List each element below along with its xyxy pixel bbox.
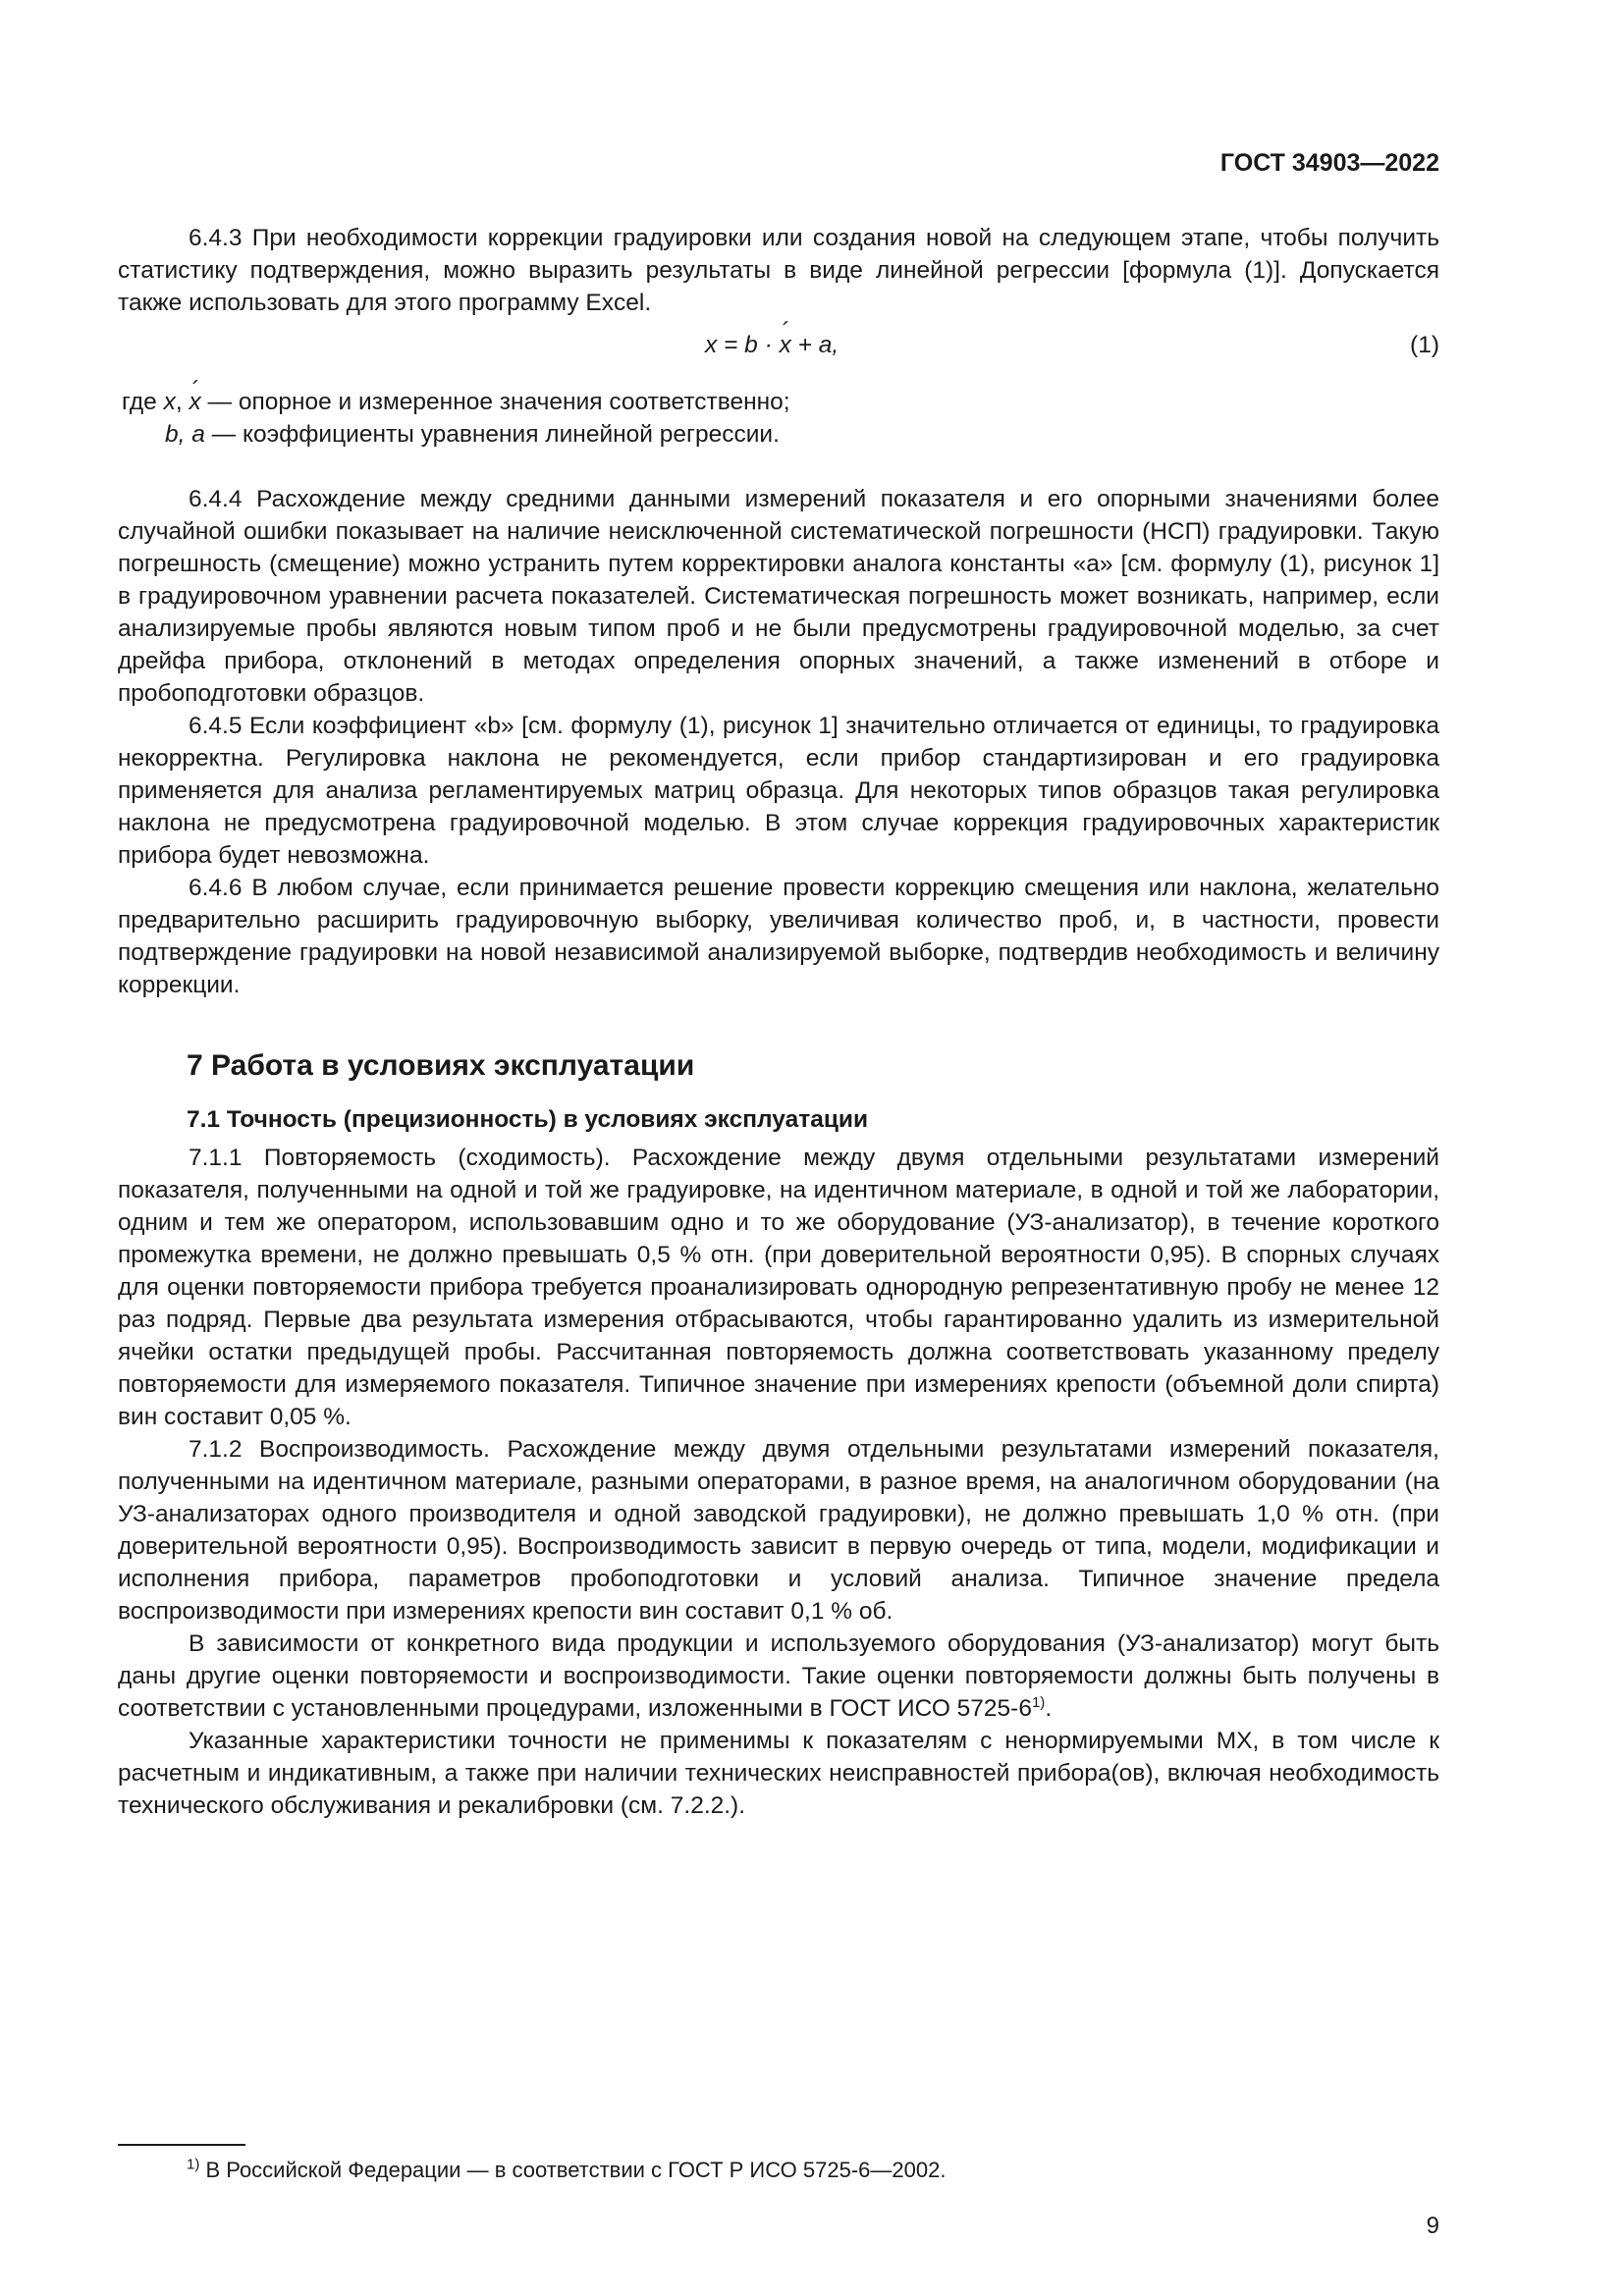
formula-expression: x = b · x ´ + a,: [705, 329, 852, 361]
paragraph-6-4-3: 6.4.3 При необходимости коррекции градуировки или создания новой на следующем этапе, чтобы получить статистику подтверждения, можно выразить результаты в виде линейной регрессии [формула (1)]. Допускается также использовать для этого программу Excel.: [118, 225, 1439, 316]
formula-legend: [118, 386, 1439, 451]
legend-line-x: где x, x ´ — опорное и измеренное значения соответственно;: [118, 386, 1439, 418]
paragraph-7-1-3: В зависимости от конкретного вида продукции и используемого оборудования (УЗ-анализатор) могут быть даны другие оценки повторяемости и воспроизводимости. Такие оценки повторяемости должны быть получены в соответствии с установленными процедурами, изложенными в ГОСТ ИСО 5725-6$^{1)}$.: [118, 1630, 1439, 1722]
formula-1: [118, 329, 1439, 361]
legend-line-ba: b, a — коэффициенты уравнения линейной регрессии.: [165, 421, 780, 448]
formula-measured-var: x ´: [780, 329, 791, 361]
subsection-heading-7-1: 7.1 Точность (прецизионность) в условиях эксплуатации: [187, 1106, 869, 1133]
footnote-mark: 1): [187, 2156, 200, 2173]
page-body: [118, 222, 1439, 1822]
document-id: ГОСТ 34903—2022: [1219, 149, 1439, 177]
footnote-ref: 1): [1031, 1693, 1046, 1711]
page-number: 9: [1426, 2213, 1439, 2239]
paragraph-6-4-4: 6.4.4 Расхождение между средними данными измерений показателя и его опорными значениями более случайной ошибки показывает на наличие неисключенной систематической погрешности (НСП) градуировки. Такую погрешность (смещение) можно устранить путем корректировки аналога константы «a» [см. формулу (1), рисунок 1] в градуировочном уравнении расчета показателей. Систематическая погрешность может возникать, например, если анализируемые пробы являются новым типом проб и не были предусмотрены градуировочной моделью, за счет дрейфа прибора, отклонений в методах определения опорных значений, а также изменений в отборе и пробоподготовки образцов.: [118, 486, 1439, 707]
paragraph-6-4-5: 6.4.5 Если коэффициент «b» [см. формулу (1), рисунок 1] значительно отличается от единицы, то градуировка некорректна. Регулировка наклона не рекомендуется, если прибор стандартизирован и его градуировка применяется для анализа регламентируемых матриц образца. Для некоторых типов образцов такая регулировка наклона не предусмотрена градуировочной моделью. В этом случае коррекция градуировочных характеристик прибора будет невозможна.: [118, 713, 1439, 869]
section-heading-7: 7 Работа в условиях эксплуатации: [187, 1049, 695, 1082]
footnote: $^{1)}$ В Российской Федерации — в соответствии с ГОСТ Р ИСО 5725-6—2002.: [187, 2156, 947, 2182]
footnote-divider: [118, 2144, 245, 2146]
paragraph-6-4-6: 6.4.6 В любом случае, если принимается решение провести коррекцию смещения или наклона, желательно предварительно расширить градуировочную выборку, увеличивая количество проб, и, в частности, провести подтверждение градуировки на новой независимой анализируемой выборке, подтвердив необходимость и величину коррекции.: [118, 875, 1439, 998]
paragraph-7-1-1: 7.1.1 Повторяемость (сходимость). Расхождение между двумя отдельными результатами измерений показателя, полученными на одной и той же градуировке, на идентичном материале, в одной и той же лаборатории, одним и тем же оператором, использовавшим одно и то же оборудование (УЗ-анализатор), в течение короткого промежутка времени, не должно превышать 0,5 % отн. (при доверительной вероятности 0,95). В спорных случаях для оценки повторяемости прибора требуется проанализировать однородную репрезентативную пробу не менее 12 раз подряд. Первые два результата измерения отбрасываются, чтобы гарантированно удалить из измерительной ячейки остатки предыдущей пробы. Рассчитанная повторяемость должна соответствовать указанному пределу повторяемости для измеряемого показателя. Типичное значение при измерениях крепости (объемной доли спирта) вин составит 0,05 %.: [118, 1145, 1439, 1430]
paragraph-7-1-2: 7.1.2 Воспроизводимость. Расхождение между двумя отдельными результатами измерений показателя, полученными на идентичном материале, разными операторами, в разное время, на аналогичном оборудовании (на УЗ-анализаторах одного производителя и одной заводской градуировки), не должно превышать 1,0 % отн. (при доверительной вероятности 0,95). Воспроизводимость зависит в первую очередь от типа, модели, модификации и исполнения прибора, параметров пробоподготовки и условий анализа. Типичное значение предела воспроизводимости при измерениях крепости вин составит 0,1 % об.: [118, 1436, 1439, 1625]
paragraph-7-1-4: Указанные характеристики точности не применимы к показателям с ненормируемыми МХ, в том числе к расчетным и индикативным, а также при наличии технических неисправностей прибора(ов), включая необходимость технического обслуживания и рекалибровки (см. 7.2.2.).: [118, 1728, 1439, 1819]
formula-number: (1): [1410, 332, 1439, 358]
